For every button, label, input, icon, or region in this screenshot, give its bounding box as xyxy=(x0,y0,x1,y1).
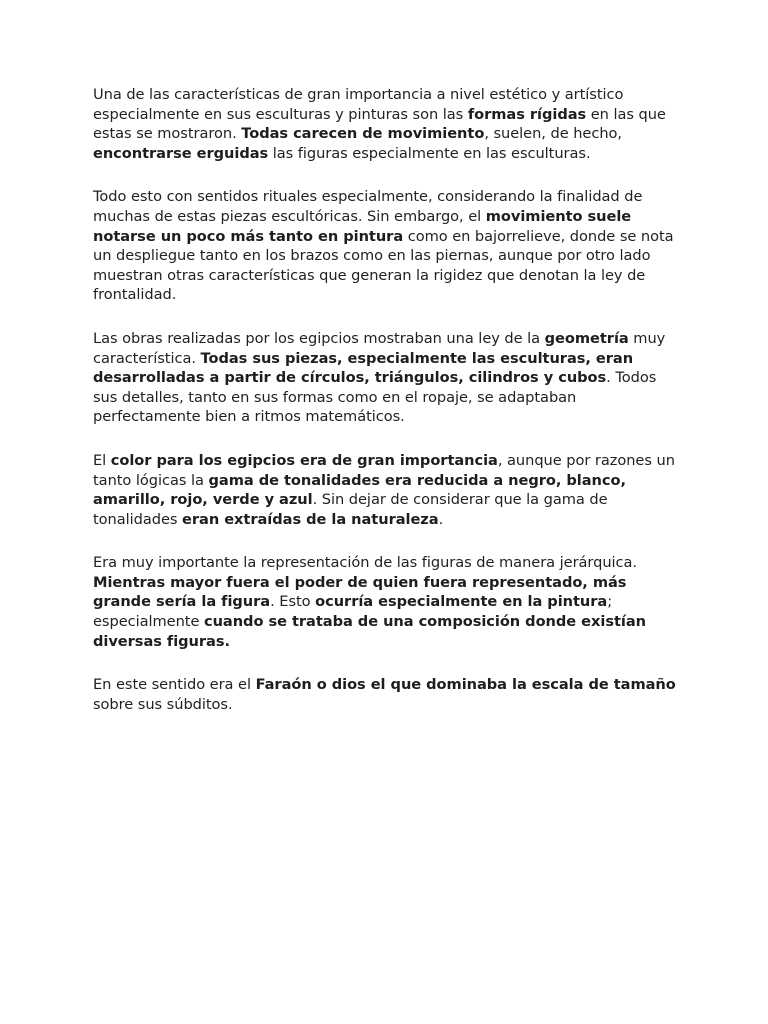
bold-text: Todas carecen de movimiento xyxy=(241,125,485,143)
text-run: . Todos sus detalles, tanto en sus formas como en el ropaje, se adaptaban perfectamente bien a ritmos matemáticos. xyxy=(93,369,657,426)
bold-text: movimiento suele notarse un poco más tanto en pintura xyxy=(93,207,632,245)
paragraph-4 xyxy=(93,451,683,529)
text-run: . Sin dejar de considerar que la gama de tonalidades xyxy=(93,491,608,528)
text-run: Una de las características de gran importancia a nivel estético y artístico especialmente en sus esculturas y pinturas son las xyxy=(93,86,624,123)
bold-text: formas rígidas xyxy=(467,105,587,123)
bold-text: gama de tonalidades era reducida a negro, blanco, amarillo, rojo, verde y azul xyxy=(93,471,626,509)
text-run: muy característica. xyxy=(93,329,666,367)
bold-text: Faraón o dios el que dominaba la escala de tamaño xyxy=(255,676,676,694)
text-run: Las obras realizadas por los egipcios mostraban una ley de la xyxy=(93,329,545,347)
bold-text: encontrarse erguidas xyxy=(93,144,269,162)
text-run: . Esto xyxy=(270,593,316,611)
text-run: ; especialmente xyxy=(93,593,613,631)
bold-text: Todas sus piezas, especialmente las esculturas, eran desarrolladas a partir de círculos, triángulos, cilindros y cubos xyxy=(93,349,634,387)
bold-text: color para los egipcios era de gran importancia xyxy=(110,451,498,469)
text-run: como en bajorrelieve, donde se nota un despliegue tanto en los brazos como en las piernas, aunque por otro lado muestran otras características que generan la rigidez que denotan la ley de frontalidad. xyxy=(93,227,674,304)
bold-text: Mientras mayor fuera el poder de quien fuera representado, más grande sería la figura xyxy=(93,573,627,611)
text-run: Todo esto con sentidos rituales especialmente, considerando la finalidad de muchas de estas piezas escultóricas. Sin embargo, el xyxy=(93,188,643,225)
document-body xyxy=(93,85,683,738)
text-run: El xyxy=(93,451,111,469)
paragraph-5 xyxy=(93,553,683,651)
text-run: , suelen, de hecho, xyxy=(484,125,622,143)
bold-text: cuando se trataba de una composición donde existían diversas figuras. xyxy=(93,613,646,650)
text-run: en las que estas se mostraron. xyxy=(93,105,666,143)
bold-text: eran extraídas de la naturaleza xyxy=(182,510,439,528)
paragraph-3 xyxy=(93,329,683,427)
paragraph-1 xyxy=(93,85,683,163)
text-run: , aunque por razones un tanto lógicas la xyxy=(93,451,675,489)
text-run: sobre sus súbditos. xyxy=(93,695,233,713)
text-run: En este sentido era el xyxy=(93,676,256,694)
paragraph-6 xyxy=(93,675,683,714)
text-run: Era muy importante la representación de las figuras de manera jerárquica. xyxy=(93,554,637,572)
text-run: . xyxy=(438,510,444,528)
text-run: las figuras especialmente en las esculturas. xyxy=(268,144,591,162)
bold-text: ocurría especialmente en la pintura xyxy=(315,593,608,611)
bold-text: geometría xyxy=(544,329,629,347)
paragraph-2 xyxy=(93,187,683,305)
